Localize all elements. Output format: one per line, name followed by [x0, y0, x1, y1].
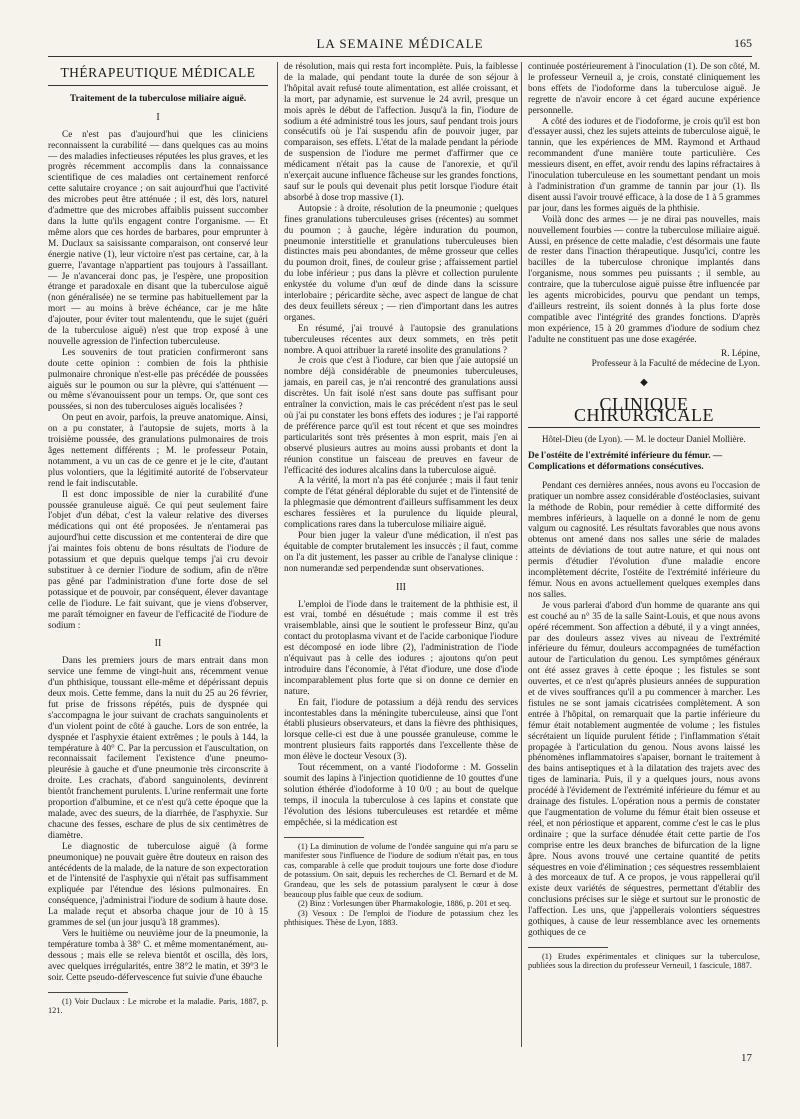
paragraph: Tout récemment, on a vanté l'iodoforme : M. Gosselin soumit des lapins à l'injection quotidienne de 10 gouttes d'une solution éthérée d'iodoforme à 10 0/0 ; au bout de quelque temps, il inocula la tuberculose à ces lapins et constate que l'évolution des lésions tuberculeuses est retardée et même empêchée, si la médication est — [284, 763, 518, 828]
section-title-therapeutique: THÉRAPEUTIQUE MÉDICALE — [48, 68, 268, 86]
paragraph: Dans les premiers jours de mars entrait dans mon service une femme de vingt-huit ans, récemment venue d'un phthisique, toussant elle-même et dépérissant depuis deux mois. Cette femme, dans la nuit du 25 au 26 février, fut prise de frissons répétés, puis de dyspnée qui s'accompagna le jour suivant de crachats sanguinolents et d'un violent point de côté à gauche. Lors de son entrée, la dyspnée et l'asphyxie étaient extrêmes ; le pouls à 144, la température à 40° C. Par la percussion et l'auscultation, on reconnaissait facilement l'existence d'une pneumo-pleurésie à gauche et d'une pneumonie très circonscrite à droite. Les crachats, d'abord sanguinolents, devinrent bientôt franchement purulents. L'urine renfermait une forte proportion d'albumine, et ce n'est qu'à cette époque que la malade, avec des sueurs, de la diarrhée, de l'asphyxie. Sur chacune des fesses, eschare de plus de six centimètres de diamètre. — [48, 656, 268, 841]
signature-mark: 17 — [741, 1052, 752, 1064]
footnote: (1) La diminution de volume de l'ondée sanguine qui m'a paru se manifester sous l'influence de l'iodure de sodium n'était pas, en tous cas, comparable à celle que produit toujours une forte dose d'iodure de potassium. On sait, depuis les recherches de Cl. Bernard et de M. Grandeau, que les sels de potassium paralysent le cœur à dose beaucoup plus faible que ceux de sodium. — [284, 841, 518, 899]
paragraph: Vers le huitième ou neuvième jour de la pneumonie, la température tomba à 38° C. et même momentanément, au-dessous ; mais elle se releva bientôt et oscilla, dès lors, avec quelques irrégularités, entre 38°2 le matin, et 39°3 le soir. Cette pseudo-défervescence fut suivie d'une ébauche — [48, 928, 268, 983]
footnote: (3) Vesoux : De l'emploi de l'iodure de potassium chez les phthisiques. Thèse de Lyon, 1883. — [284, 908, 518, 928]
paragraph: En résumé, j'ai trouvé à l'autopsie des granulations tuberculeuses récentes aux deux sommets, en très petit nombre. A quoi attribuer la rareté insolite des granulations ? — [284, 323, 518, 356]
section-title-clinique: CLINIQUE CHIRURGICALE — [528, 399, 760, 428]
column-right — [521, 62, 760, 1047]
article-title: Traitement de la tuberculose miliaire aiguë. — [69, 93, 247, 104]
ornament-divider: ◆ — [640, 377, 648, 389]
footnote-divider — [284, 837, 364, 838]
column-middle — [277, 62, 518, 1047]
paragraph: Les souvenirs de tout praticien confirmeront sans doute cette opinion : combien de fois la phthisie pulmonaire chronique n'est-elle pas précédée de poussées aiguës sur le poumon ou sur la plèvre, qui s'atténuent — ou même s'évanouissent pour un temps. Or, que sont ces poussées, si non des tuberculoses aiguës localisées ? — [48, 347, 268, 413]
paragraph: Pour bien juger la valeur d'une médication, il n'est pas équitable de compter brutalement les insuccès ; il faut, comme on l'a dit justement, les passer au crible de l'analyse clinique : non numerandæ sed perpendendæ sunt observationes. — [284, 530, 518, 574]
footnote: (1) Etudes expérimentales et cliniques sur la tuberculose, publiées sous la direction du professeur Verneuil, 1 fascicule, 1887. — [528, 951, 760, 971]
paragraph: A côté des iodures et de l'iodoforme, je crois qu'il est bon d'essayer aussi, chez les sujets atteints de tuberculose aiguë, le tannin, que les expériences de MM. Raymond et Arthaud recommandent d'une manière toute particulière. Ces messieurs disent, en effet, avoir rendu des lapins réfractaires à l'inoculation tuberculeuse en les soumettant pendant un mois à l'administration d'un gramme de tannin par jour (1). Ils disent aussi l'avoir trouvé efficace, à la dose de 1 à 5 grammes par jour, dans les formes aiguës de la phthisie. — [528, 116, 760, 214]
journal-title: LA SEMAINE MÉDICALE — [316, 36, 484, 51]
paragraph: de résolution, mais qui resta fort incomplète. Puis, la faiblesse de la malade, qui pendant toute la durée de son séjour à l'hôpital avait refusé toute alimentation, est allée croissant, et la mort, par adynamie, est survenue le 24 avril, presque un mois après le début de l'affection. Jusqu'à la fin, l'iodure de sodium a été administré tous les jours, sauf pendant trois jours consécutifs où je l'ai suspendu afin de pouvoir juger, par comparaison, ses effets. L'état de la malade pendant la période de suspension de l'iodure me permet d'affirmer que ce médicament n'était pas la cause de l'anorexie, et qu'il n'exerçait aucune influence fâcheuse sur les grandes fonctions, sauf sur le pouls qui devenait plus petit lorsque l'iodure était absorbé à dose trop massive (1). — [284, 62, 518, 203]
footnote-divider — [528, 947, 608, 948]
article-subtitle: De l'ostéite de l'extrémité inférieure du fémur. — Complications et déformations consécutives. — [528, 451, 723, 472]
paragraph: continuée postérieurement à l'inoculation (1). De son côté, M. le professeur Verneuil a, je crois, constaté cliniquement les bons effets de l'iodoforme dans la tuberculose aiguë. Je regrette de n'avoir encore à cet égard aucune expérience personnelle. — [528, 62, 760, 116]
footnote: (2) Binz : Vorlesungen über Pharmakologie, 1886, p. 201 et seq. — [298, 899, 512, 909]
column-left — [48, 62, 268, 1047]
paragraph: Ce n'est pas d'aujourd'hui que les cliniciens reconnaissent la curabilité — dans quelques cas au moins — des maladies infectieuses réputées les plus graves, et les progrès récemment accomplis dans la connaissance scientifique de ces maladies ont certainement renforcé cette salutaire croyance ; on sait aujourd'hui que l'activité des microbes peut être atténuée ; il est, dès lors, naturel d'admettre que des microbes affaiblis puissent succomber dans la lutte qu'ils engagent contre l'organisme. — Et même alors que ces hordes de barbares, pour emprunter à M. Duclaux sa saisissante comparaison, ont conservé leur énergie native (1), leur victoire n'est pas certaine, car, à la guerre, l'avantage n'appartient pas toujours à l'assaillant. — Je n'avancerai donc pas, je l'espère, une proposition étrange et paradoxale en disant que la tuberculose aiguë (non généralisée) ne se termine pas habituellement par la mort — au moins à brève échéance, car je me hâte d'ajouter, pour éviter tout malentendu, que le sujet (guéri de la tuberculose aiguë) n'est que trop exposé à une nouvelle agression de l'infection tuberculeuse. — [48, 129, 268, 347]
paragraph: Le diagnostic de tuberculose aiguë (à forme pneumonique) ne pouvait guère être douteux en raison des antécédents de la malade, de la nature de son expectoration et de l'intensité de l'asphyxie qui n'était pas suffisamment expliquée par l'étendue des lésions pulmonaires. En conséquence, j'administrai l'iodure de sodium à haute dose. La malade reçut et absorba chaque jour de 10 à 15 grammes de sel (un jour jusqu'à 18 grammes). — [48, 841, 268, 929]
running-header — [48, 36, 752, 57]
paragraph: En fait, l'iodure de potassium a déjà rendu des services incontestables dans la méningite tuberculeuse, ainsi que l'ont établi plusieurs observateurs, et dans la fièvre des phthisiques, lorsque celle-ci est due à une poussée granuleuse, comme le montrent plusieurs faits rapportés dans l'excellente thèse de mon élève le docteur Vesoux (3). — [284, 697, 518, 763]
byline: Hôtel-Dieu (de Lyon). — M. le docteur Daniel Mollière. — [542, 434, 746, 445]
paragraph: Autopsie : à droite, résolution de la pneumonie ; quelques fines granulations tuberculeuses grises (récentes) au sommet du poumon ; à gauche, légère induration du poumon, pneumonie interstitielle et granulations tuberculeuses bien distinctes mais peu abondantes, de même grosseur que celles du poumon droit, fines, de couleur grise ; affaissement partiel du lobe inférieur ; pus dans la plèvre et collection purulente enkystée du volume d'un œuf de dinde dans la scissure interlobaire ; péricardite sèche, avec aspect de langue de chat des deux feuillets séreux ; — rien d'important dans les autres organes. — [284, 203, 518, 323]
footnote: (1) Voir Duclaux : Le microbe et la maladie. Paris, 1887, p. 121. — [48, 996, 268, 1016]
footnote-divider — [48, 992, 128, 993]
part-numeral: III — [396, 581, 406, 593]
paragraph: A la vérité, la mort n'a pas été conjurée ; mais il faut tenir compte de l'état général déplorable du sujet et de l'intensité de la phlegmasie que démontrent d'ailleurs suffisamment les deux eschares fessières et la purulence du liquide pleural, complications rares dans la tuberculose miliaire aiguë. — [284, 476, 518, 531]
paragraph: On peut en avoir, parfois, la preuve anatomique. Ainsi, on a pu constater, à l'autopsie de sujets, morts à la troisième poussée, des granulations pulmonaires de trois âges nettement différents ; M. le professeur Potain, notamment, a vu un cas de ce genre et je le cite, d'autant plus volontiers, que la légitimité autorité de l'observateur rend le fait indiscutable. — [48, 413, 268, 489]
paragraph: L'emploi de l'iode dans le traitement de la phthisie est, il est vrai, tombé en désuétude ; mais comme il est très vraisemblable, ainsi que le soutient le professeur Binz, qu'au contact du protoplasma vivant et de l'acide carbonique l'iodure est décomposé en iode libre (2), l'administration de l'iode n'équivaut pas à celle des iodures ; ajoutons qu'on peut introduire dans l'économie, à l'état d'iodure, une dose d'iode incomparablement plus forte que si on donne ce dernier en nature. — [284, 599, 518, 697]
part-numeral: II — [154, 638, 162, 650]
paragraph: Il est donc impossible de nier la curabilité d'une poussée granuleuse aiguë. Ce qui peut seulement faire l'objet d'un débat, c'est la valeur relative des diverses médications qui ont été proposées. Je n'entamerai pas aujourd'hui cette discussion et me contenterai de dire que j'ai maintes fois obtenu de bons résultats de l'iodure de potassium et que depuis quelque temps j'ai cru devoir substituer à ce dernier l'iodure de sodium, afin de n'être pas gêné par l'administration d'une forte dose de sel potassique et de pouvoir, par conséquent, élever davantage celle de l'iodure. Le fait suivant, que je viens d'observer, me paraît témoigner en faveur de l'efficacité de l'iodure de sodium : — [48, 489, 268, 631]
paragraph: Voilà donc des armes — je ne dirai pas nouvelles, mais nouvellement fourbies — contre la tuberculose miliaire aiguë. Aussi, en présence de cette maladie, c'est désormais une faute de rester dans l'inaction thérapeutique. Jusqu'ici, contre les bacilles de la tuberculose chronique implantés dans l'organisme, nous sommes peu puissants ; il semble, au contraire, que la tuberculose aiguë puisse être influencée par les agents microbicides, pourvu que pendant un temps, d'ailleurs restreint, ils soient donnés à la plus forte dose compatible avec l'intégrité des grandes fonctions. D'après mon expérience, 15 à 20 grammes d'iodure de sodium chez l'adulte ne constituent pas une dose exagérée. — [528, 214, 760, 345]
paragraph: Pendant ces dernières années, nous avons eu l'occasion de pratiquer un nombre assez considérable d'ostéoclasies, suivant la méthode de Robin, pour remédier à cette difformité des membres inférieurs, à laquelle on a donné le nom de genu valgum ou cagnosité. Les résultats favorables que nous avons obtenus ont amené dans nos salles une série de malades atteints de déviations de tout autre nature, et qui nous ont permis d'étudier l'évolution d'une maladie encore incomplètement décrite, l'ostéite de l'extrémité inférieure du fémur. Nous en avons actuellement quelques exemples dans nos salles. — [528, 480, 760, 600]
paragraph: Je crois que c'est à l'iodure, car bien que j'aie autopsié un nombre déjà considérable de pneumonies tuberculeuses, jamais, en pareil cas, je n'ai rencontré des granulations aussi discrètes. Un fait isolé n'est sans doute pas suffisant pour entraîner la conviction, mais le cas précédent n'est pas le seul où j'ai pu constater les bons effets des iodures ; je l'ai rapporté de préférence parce qu'il est tout récent et que ses moindres particularités sont très présentes à mon esprit, mais j'en ai observé plusieurs autres au moins aussi probants et dont la réunion constitue un faisceau de preuves en faveur de l'efficacité des iodures alcalins dans la tuberculose aiguë. — [284, 356, 518, 476]
part-numeral: I — [156, 111, 160, 123]
paragraph: Je vous parlerai d'abord d'un homme de quarante ans qui est couché au n° 35 de la salle Saint-Louis, et que nous avons opéré récemment. Son affection a débuté, il y a vingt années, par des douleurs assez vives au niveau de l'extrémité inférieure du fémur, douleurs accompagnées de tuméfaction autour de l'articulation du genou. Les symptômes généraux ont été assez graves à cette époque ; les fistules se sont ouvertes, et ce n'est qu'après plusieurs années de suppuration et de vives souffrances qu'il a pu commencer à marcher. Les fistules ne se sont jamais cicatrisées complètement. A son entrée à l'hôpital, on remarquait que la partie inférieure du fémur était notablement augmentée de volume ; les fistules sécrétaient un liquide purulent fétide ; l'inflammation s'était propagée à l'articulation du genou. Nous avons laissé les phénomènes inflammatoires s'apaiser, bornant le traitement à des bains antiseptiques et à la dilatation des trajets avec des tiges de laminaria. Puis, il y a quelques jours, nous avons procédé à l'évidement de l'extrémité inférieure du fémur et au drainage des fistules. L'opération nous a permis de constater que l'augmentation de volume du fémur était bien osseuse et réel, et non périostique et apparent, comme c'est le cas le plus ordinaire ; que la surface dénudée était cette partie de l'os comprise entre les deux branches de bifurcation de la ligne âpre. Nous avons trouvé une certaine quantité de petits séquestres en voie d'élimination ; ces séquestres ressemblaient à des morceaux de tuf. A ce propos, je vous rappellerai qu'il existe deux variétés de séquestres, permettant d'établir des conclusions précises sur le siège et surtout sur le pronostic de l'affection. Les uns, que j'appellerais volontiers séquestres gothiques, à cause de leur ressemblance avec les ornements gothiques de ce — [528, 600, 760, 938]
author-signature: R. Lépine, — [721, 348, 760, 359]
author-affiliation: Professeur à la Faculté de médecine de Lyon. — [591, 359, 760, 370]
page-number: 165 — [734, 36, 752, 50]
